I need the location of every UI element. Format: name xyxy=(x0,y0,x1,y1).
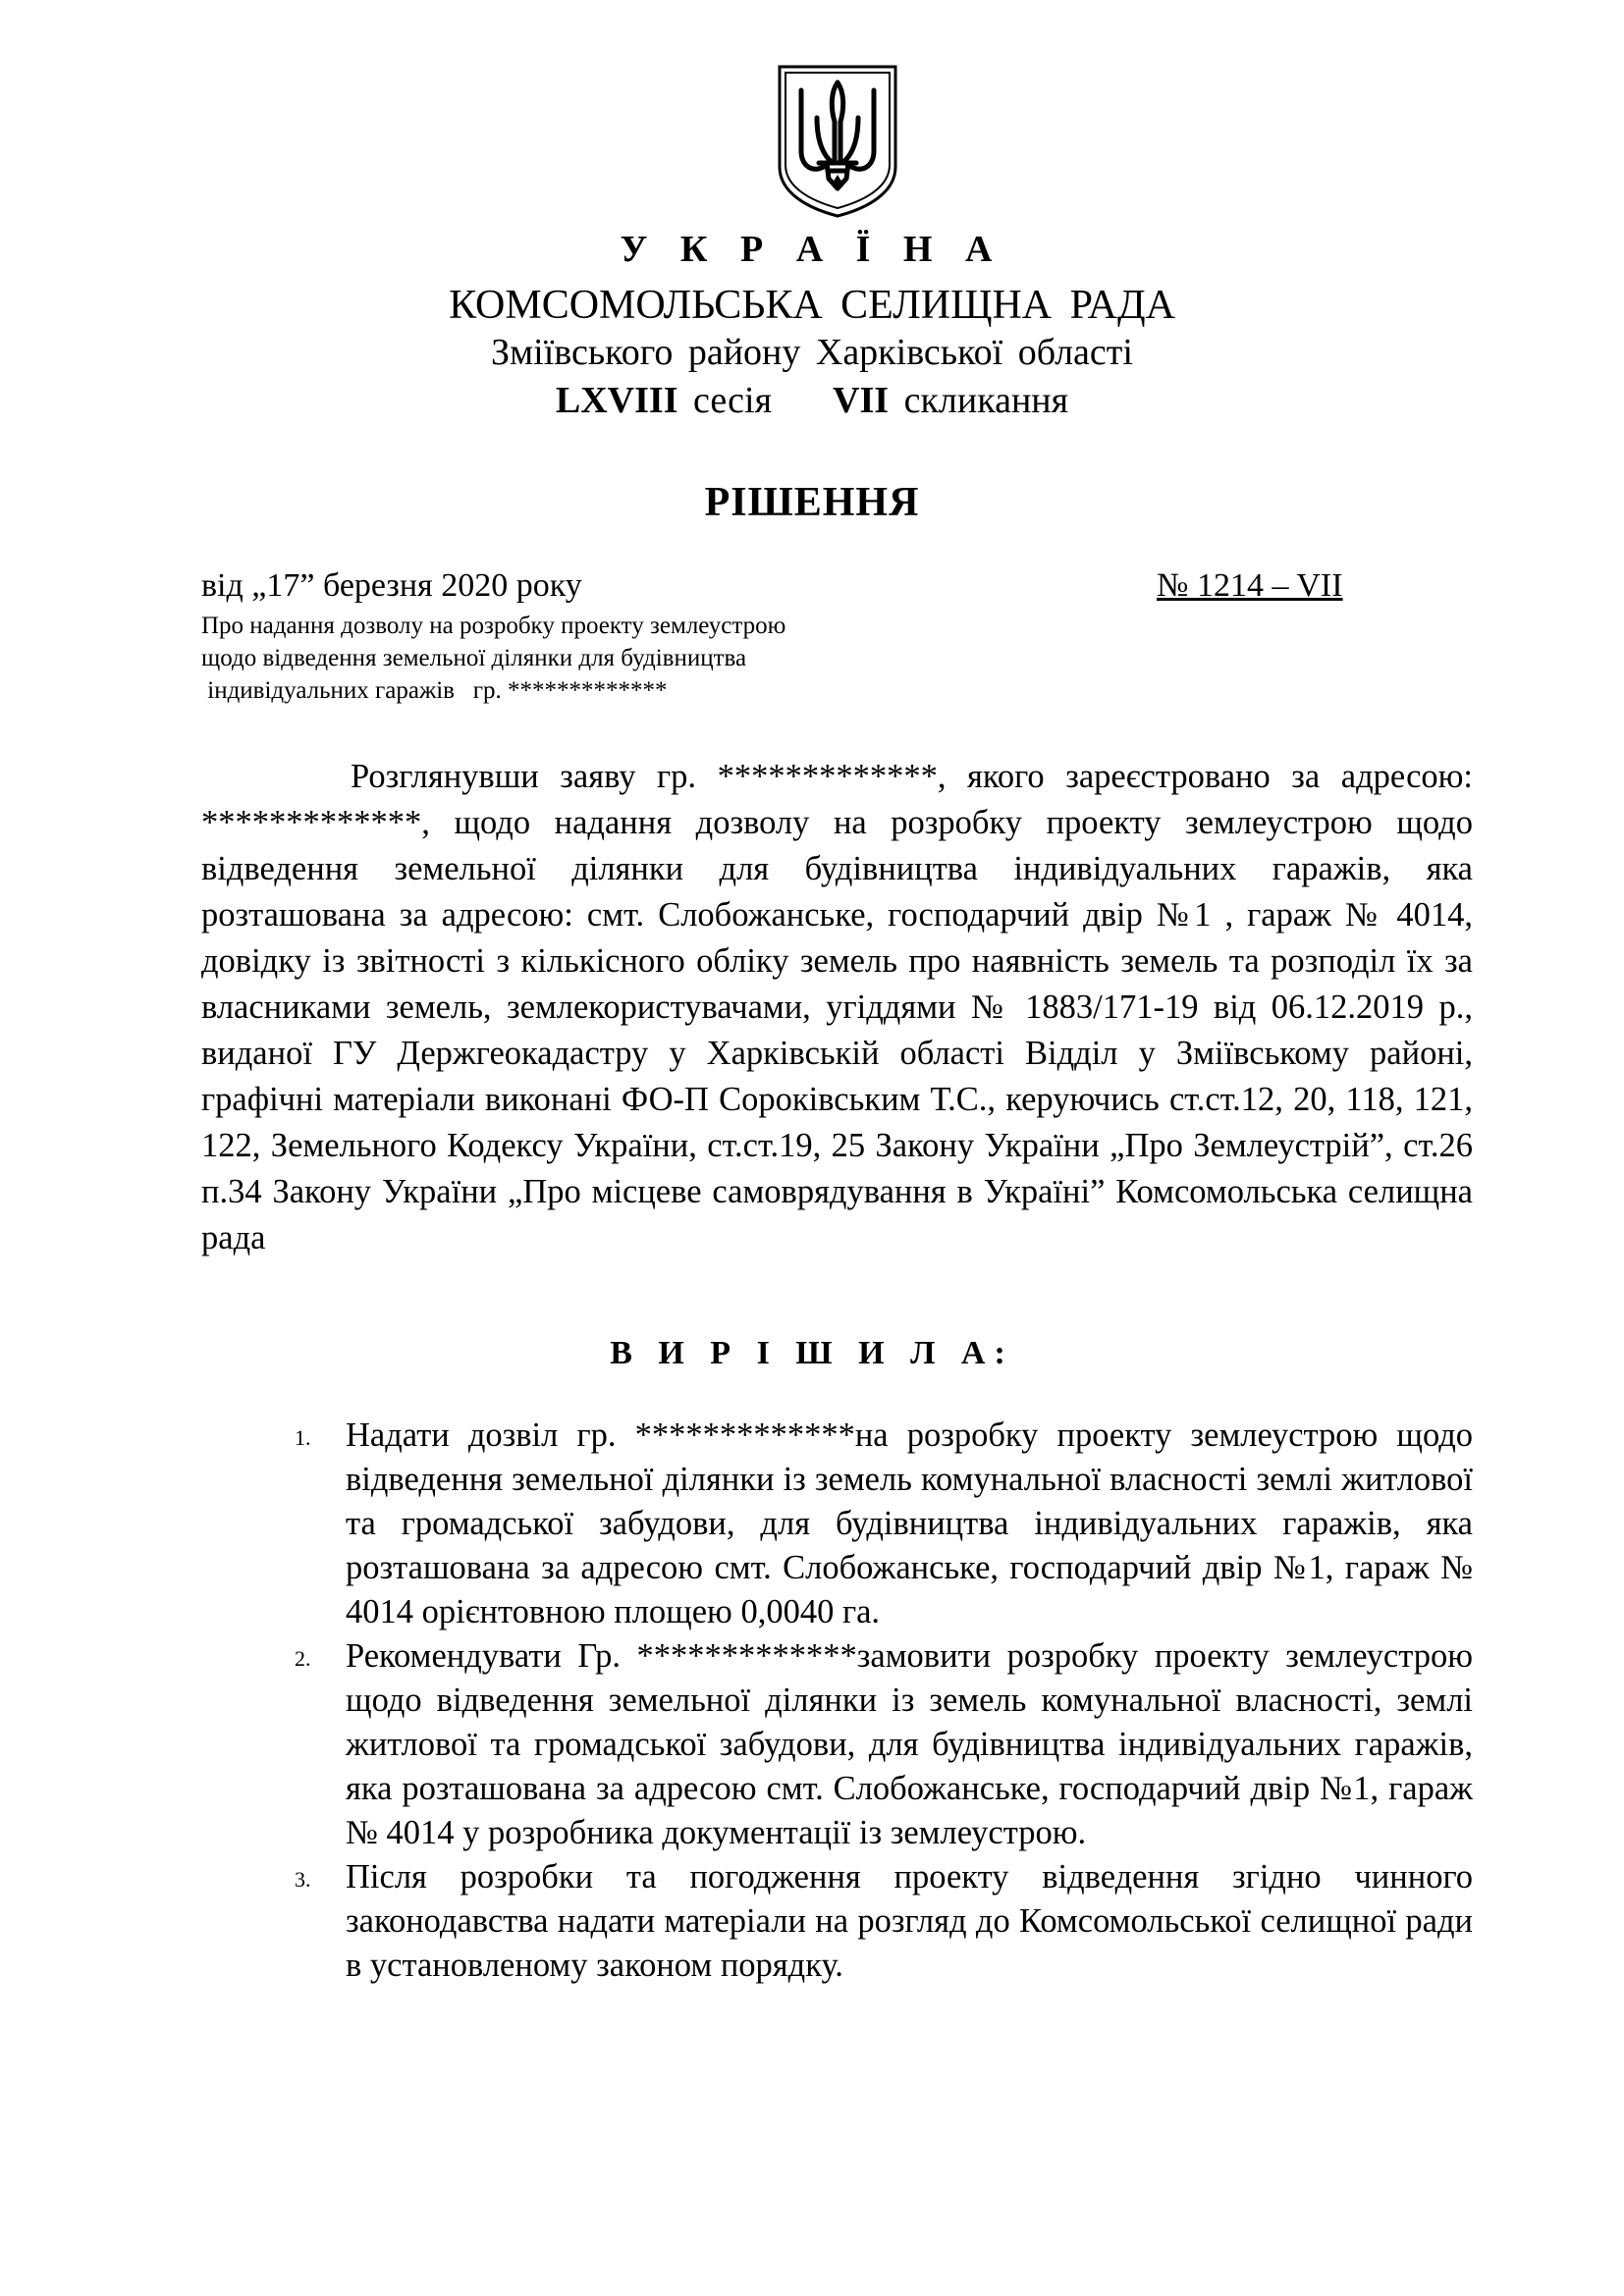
item-number: 1. xyxy=(295,1425,311,1450)
preamble-paragraph: Розглянувши заяву гр. *************, якого зареєстровано за адресою: *************, щодо надання дозволу на розробку проекту землеустрою щодо відведення земельної ділянки для будівництва індивідуальних гаражів, яка розташована за адресою: смт. Слобожанське, господарчий двір №1 , гараж № 4014, довідку із звітності з кількісного обліку земель про наявність земель та розподіл їх за власниками земель, землекористувачами, угіддями № 1883/171-19 від 06.12.2019 р., виданої ГУ Держгеокадастру у Харківській області Відділ у Зміївському районі, графічні матеріали виконані ФО-П Сороківським Т.С., керуючись ст.ст.12, 20, 118, 121, 122, Земельного Кодексу України, ст.ст.19, 25 Закону України „Про Землеустрій”, ст.26 п.34 Закону України „Про місцеве самоврядування в Україні” Комсомольська селищна рада xyxy=(201,758,1473,1256)
item-text: Рекомендувати Гр. *************замовити розробку проекту землеустрою щодо відведення земельної ділянки із земель комунальної власності, землі житлової та громадської забудови, для будівництва індивідуальних гаражів, яка розташована за адресою смт. Слобожанське, господарчий двір №1, гараж № 4014 у розробника документації із землеустрою. xyxy=(346,1637,1473,1851)
district-line: Зміївського району Харківської області xyxy=(491,332,1133,373)
item-number: 2. xyxy=(295,1646,311,1671)
decision-subject xyxy=(201,610,785,707)
convocation-word: скликання xyxy=(903,380,1069,421)
document-title: РІШЕННЯ xyxy=(704,480,920,525)
session-roman-numeral: LXVIII xyxy=(555,380,678,421)
resolution-item xyxy=(295,1855,1473,1988)
council-name: КОМСОМОЛЬСЬКА СЕЛИЩНА РАДА xyxy=(449,283,1175,328)
resolution-list xyxy=(295,1414,1473,1988)
coat-of-arms-trident-icon xyxy=(774,61,901,220)
decision-number: № 1214 – VII xyxy=(1157,567,1343,604)
convocation-roman-numeral: VII xyxy=(833,380,890,421)
item-number: 3. xyxy=(295,1867,311,1892)
session-line xyxy=(0,379,1624,422)
decided-heading: В И Р І Ш И Л А: xyxy=(610,1335,1014,1371)
country-name: У К Р А Ї Н А xyxy=(620,229,1004,270)
subject-line: індивідуальних гаражів гр. ************* xyxy=(201,677,668,704)
item-text: Надати дозвіл гр. *************на розробку проекту землеустрою щодо відведення земельної ділянки із земель комунальної власності землі житлової та громадської забудови, для будівництва індивідуальних гаражів, яка розташована за адресою смт. Слобожанське, господарчий двір №1, гараж № 4014 орієнтовною площею 0,0040 га. xyxy=(346,1416,1473,1630)
item-text: Після розробки та погодження проекту відведення згідно чинного законодавства надати матеріали на розгляд до Комсомольської селищної ради в установленому законом порядку. xyxy=(346,1858,1473,1984)
resolution-item xyxy=(295,1634,1473,1855)
decision-date: від „17” березня 2020 року xyxy=(201,567,582,604)
subject-line: щодо відведення земельної ділянки для будівництва xyxy=(201,645,747,671)
subject-line: Про надання дозволу на розробку проекту землеустрою xyxy=(201,613,786,639)
session-word: сесія xyxy=(693,380,773,421)
resolution-item xyxy=(295,1414,1473,1634)
